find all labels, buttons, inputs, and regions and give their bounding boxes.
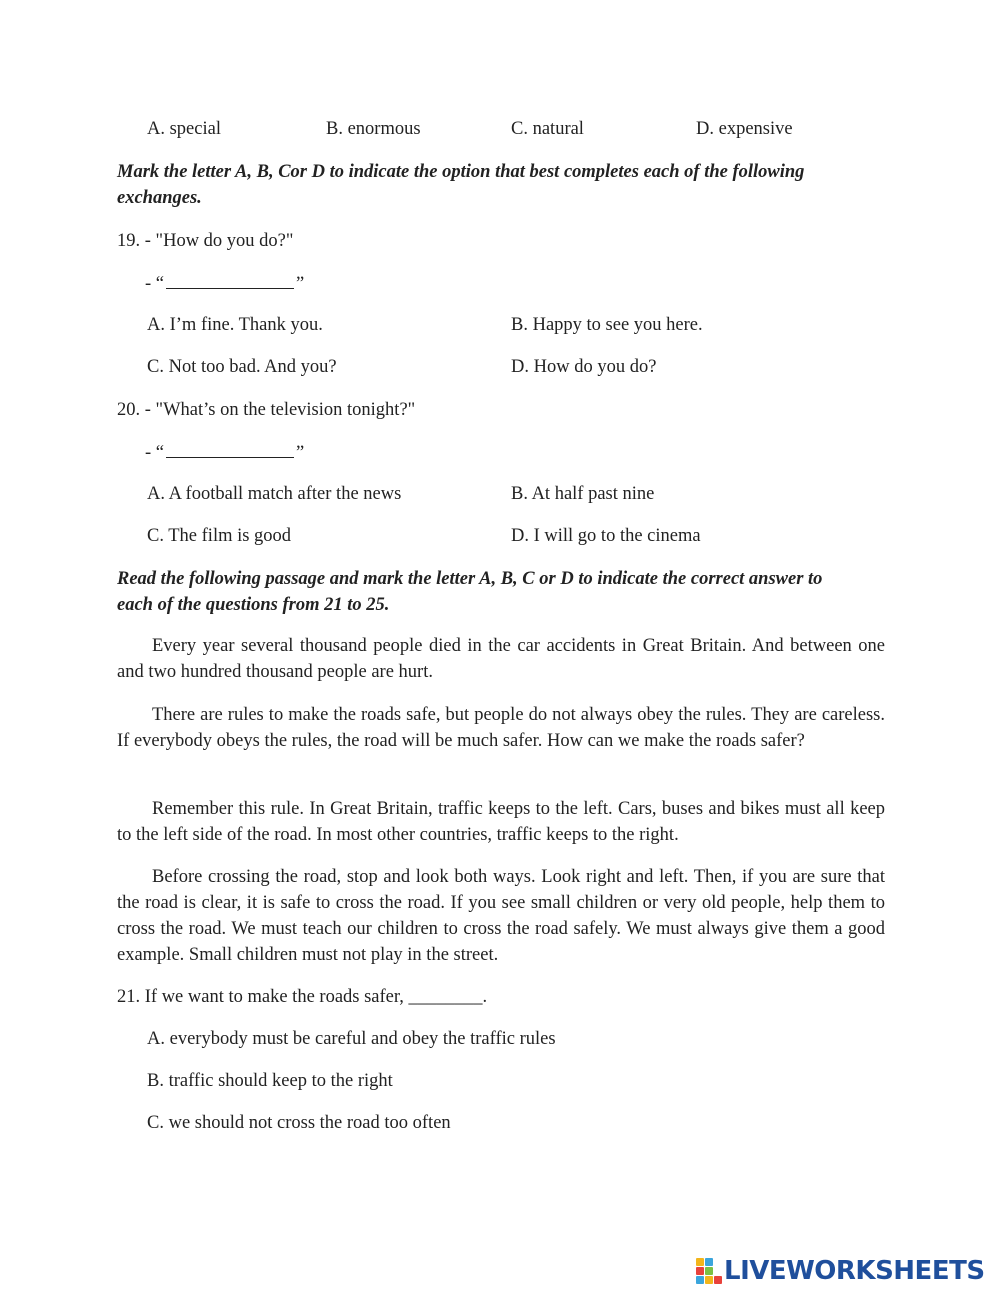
q19-reply-close: ” xyxy=(296,274,305,294)
passage-paragraph-2: There are rules to make the roads safe, but people do not always obey the rules. They are careless. If everybody obeys the rules, the road will be much safer. How can we make the roads safer? xyxy=(117,705,885,751)
q18-option-c[interactable]: C. natural xyxy=(511,119,584,139)
q20-reply-close: ” xyxy=(296,443,305,463)
logo-text: LIVEWORKSHEETS xyxy=(724,1256,985,1286)
liveworksheets-logo xyxy=(696,1256,985,1286)
instruction-exchanges-line1: Mark the letter A, B, Cor D to indicate the option that best completes each of the following xyxy=(117,162,805,182)
q20-answer-blank[interactable] xyxy=(166,439,294,458)
q19-option-b[interactable]: B. Happy to see you here. xyxy=(511,315,703,335)
passage-paragraph-1: Every year several thousand people died in the car accidents in Great Britain. And between one and two hundred thousand people are hurt. xyxy=(117,636,885,682)
q21-option-c[interactable]: C. we should not cross the road too often xyxy=(147,1113,451,1133)
logo-blocks-icon xyxy=(696,1258,722,1284)
q20-reply xyxy=(145,439,304,466)
q21-option-a[interactable]: A. everybody must be careful and obey the traffic rules xyxy=(147,1029,556,1049)
q20-question: 20. - "What’s on the television tonight?" xyxy=(117,400,416,420)
q19-reply-open: - “ xyxy=(145,274,164,294)
q19-reply xyxy=(145,270,304,297)
q20-option-a[interactable]: A. A football match after the news xyxy=(147,484,402,504)
q20-reply-open: - “ xyxy=(145,443,164,463)
q18-option-d[interactable]: D. expensive xyxy=(696,119,793,139)
instruction-passage-line2: each of the questions from 21 to 25. xyxy=(117,595,390,615)
instruction-exchanges-line2: exchanges. xyxy=(117,188,202,208)
passage-paragraph-3: Remember this rule. In Great Britain, traffic keeps to the left. Cars, buses and bikes must all keep to the left side of the road. In most other countries, traffic keeps to the right. xyxy=(117,799,885,845)
q20-option-d[interactable]: D. I will go to the cinema xyxy=(511,526,701,546)
q19-option-d[interactable]: D. How do you do? xyxy=(511,357,657,377)
instruction-passage-line1: Read the following passage and mark the letter A, B, C or D to indicate the correct answer to xyxy=(117,569,823,589)
q20-option-b[interactable]: B. At half past nine xyxy=(511,484,655,504)
q18-option-a[interactable]: A. special xyxy=(147,119,221,139)
q21-question: 21. If we want to make the roads safer, ________. xyxy=(117,987,488,1007)
q19-question: 19. - "How do you do?" xyxy=(117,231,294,251)
q19-option-a[interactable]: A. I’m fine. Thank you. xyxy=(147,315,323,335)
q19-answer-blank[interactable] xyxy=(166,270,294,289)
q18-option-b[interactable]: B. enormous xyxy=(326,119,421,139)
passage-paragraph-4: Before crossing the road, stop and look both ways. Look right and left. Then, if you are sure that the road is clear, it is safe to cross the road. If you see small children or very old people, help them to cross the road. We must teach our children to cross the road safely. We must always give them a good example. Small children must not play in the street. xyxy=(117,867,885,965)
q19-option-c[interactable]: C. Not too bad. And you? xyxy=(147,357,337,377)
q20-option-c[interactable]: C. The film is good xyxy=(147,526,292,546)
q21-option-b[interactable]: B. traffic should keep to the right xyxy=(147,1071,393,1091)
